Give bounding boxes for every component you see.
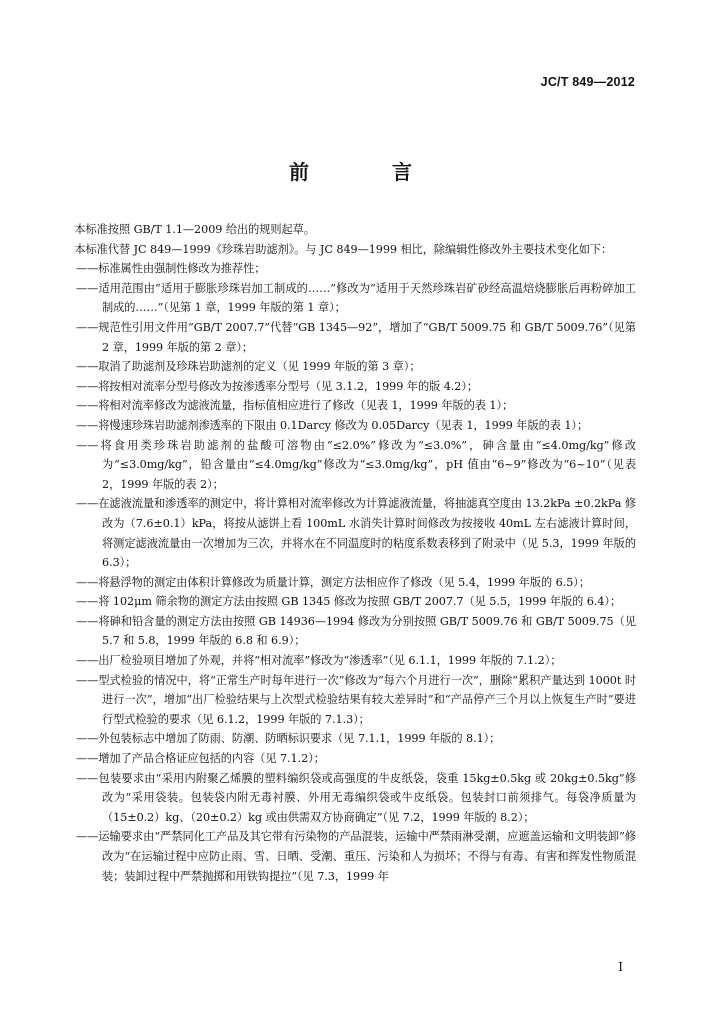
foreword-body	[52, 220, 636, 886]
change-item: ——型式检验的情况中，将“正常生产时每年进行一次”修改为“每六个月进行一次”，删除“累积产量达到 1000t 时进行一次”，增加“出厂检验结果与上次型式检验结果有较大差异时”和“产品停产三个月以上恢复生产时”要进行型式检验的要求（见 6.1.2，1999 年版的 7.1.3）；	[76, 673, 636, 726]
change-list	[52, 259, 636, 886]
change-item: ——外包装标志中增加了防雨、防潮、防晒标识要求（见 7.1.1，1999 年版的 8.1）；	[76, 732, 501, 746]
change-item: ——将慢速珍珠岩助滤剂渗透率的下限由 0.1Darcy 修改为 0.05Darcy（见表 1，1999 年版的表 1）；	[76, 418, 589, 432]
paragraph-drafting-rules: 本标准按照 GB/T 1.1—2009 给出的规则起草。	[74, 223, 315, 236]
change-item: ——将悬浮物的测定由体积计算修改为质量计算，测定方法相应作了修改（见 5.4，1999 年版的 6.5）；	[76, 575, 590, 589]
change-item: ——增加了产品合格证应包括的内容（见 7.1.2）；	[76, 752, 325, 766]
change-item: ——将砷和铅含量的测定方法由按照 GB 14936—1994 修改为分别按照 GB/T 5009.76 和 GB/T 5009.75（见 5.7 和 5.8，1999 年版的 6.8 和 6.9）；	[76, 614, 636, 648]
change-item: ——将按相对流率分型号修改为按渗透率分型号（见 3.1.2，1999 年的版 4.2）；	[76, 379, 479, 393]
change-item: ——将相对流率修改为滤液流量，指标值相应进行了修改（见表 1，1999 年版的表 1）；	[76, 399, 514, 413]
change-item: ——适用范围由“适用于膨胀珍珠岩加工制成的……”修改为“适用于天然珍珠岩矿砂经高温焙烧膨胀后再粉碎加工制成的……”（见第 1 章，1999 年版的第 1 章）；	[76, 281, 636, 315]
change-item: ——出厂检验项目增加了外观，并将“相对流率”修改为“渗透率”（见 6.1.1，1999 年版的 7.1.2）；	[76, 654, 562, 668]
change-item: ——规范性引用文件用“GB/T 2007.7”代替“GB 1345—92”，增加了“GB/T 5009.75 和 GB/T 5009.76”（见第 2 章，1999 年版的第 2 章）；	[76, 320, 636, 354]
change-item: ——在滤液流量和渗透率的测定中，将计算相对流率修改为计算滤液流量，将抽滤真空度由 13.2kPa ±0.2kPa 修改为（7.6±0.1）kPa，将按从滤饼上看 100mL 水消失计算时间修改为按接收 40mL 左右滤液计算时间，将测定滤液流量由一次增加为三次，并将水在不同温度时的粘度系数表移到了附录中（见 5.3，1999 年版的 6.3）；	[76, 497, 636, 570]
change-item: ——将 102μm 筛余物的测定方法由按照 GB 1345 修改为按照 GB/T 2007.7（见 5.5，1999 年版的 6.4）；	[76, 595, 622, 609]
change-item: ——包装要求由“采用内附聚乙烯膜的塑料编织袋或高强度的牛皮纸袋，袋重 15kg±0.5kg 或 20kg±0.5kg”修改为“采用袋装。包装袋内附无毒衬膜、外用无毒编织袋或牛皮纸袋。包装封口前须排气。每袋净质量为（15±0.2）kg、（20±0.2）kg 或由供需双方协商确定”（见 7.2，1999 年版的 8.2）；	[76, 771, 636, 824]
page-title: 前 言	[289, 160, 450, 184]
change-item: ——将食用类珍珠岩助滤剂的盐酸可溶物由“≤2.0%”修改为“≤3.0%”，砷含量由“≤4.0mg/kg”修改为“≤3.0mg/kg”，铅含量由“≤4.0mg/kg”修改为“≤3.0mg/kg”，pH 值由“6~9”修改为“6~10”（见表 2，1999 年版的表 2）；	[76, 438, 636, 491]
paragraph-replacement: 本标准代替 JC 849—1999《珍珠岩助滤剂》。与 JC 849—1999 相比，除编辑性修改外主要技术变化如下：	[74, 242, 613, 256]
change-item: ——运输要求由“严禁同化工产品及其它带有污染物的产品混装，运输中严禁雨淋受潮，应遮盖运输和文明装卸”修改为“在运输过程中应防止雨、雪、日晒、受潮、重压、污染和人为损坏；不得与有毒、有害和挥发性物质混装；装卸过程中严禁抛掷和用铁钩提拉”（见 7.3，1999 年	[76, 830, 636, 883]
page-number: I	[618, 960, 623, 974]
change-item: ——标准属性由强制性修改为推荐性；	[76, 262, 266, 276]
change-item: ——取消了助滤剂及珍珠岩助滤剂的定义（见 1999 年版的第 3 章）；	[76, 360, 421, 374]
standard-code: JC/T 849—2012	[540, 75, 635, 89]
